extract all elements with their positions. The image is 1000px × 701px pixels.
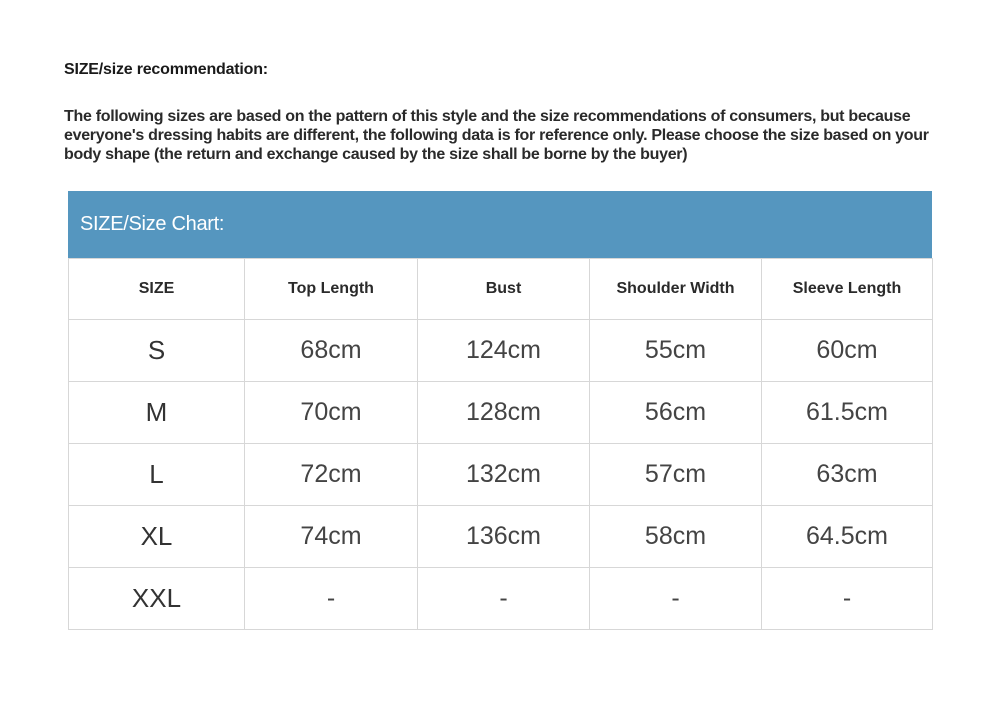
table-header-row (69, 259, 933, 320)
top-length-value: 70cm (245, 382, 418, 444)
table-row (69, 568, 933, 630)
header-top-length: Top Length (245, 259, 418, 320)
header-shoulder-width: Shoulder Width (590, 259, 762, 320)
header-size: SIZE (69, 259, 245, 320)
shoulder-width-value: - (590, 568, 762, 630)
sleeve-length-value: 60cm (762, 320, 933, 382)
page-heading: SIZE/size recommendation: (64, 61, 268, 78)
shoulder-width-value: 58cm (590, 506, 762, 568)
size-label: XL (69, 506, 245, 568)
top-length-value: 68cm (245, 320, 418, 382)
bust-value: 128cm (418, 382, 590, 444)
table-row (69, 320, 933, 382)
size-label: L (69, 444, 245, 506)
intro-paragraph: The following sizes are based on the pattern of this style and the size recommendations of consumers, but because everyone's dressing habits are different, the following data is for reference only. Please choose the size based on your body shape (the return and exchange caused by the size shall be borne by the buyer) (64, 108, 929, 163)
table-row (69, 444, 933, 506)
header-bust: Bust (418, 259, 590, 320)
shoulder-width-value: 56cm (590, 382, 762, 444)
shoulder-width-value: 55cm (590, 320, 762, 382)
size-table (68, 258, 933, 630)
top-length-value: 74cm (245, 506, 418, 568)
bust-value: 136cm (418, 506, 590, 568)
size-label: S (69, 320, 245, 382)
sleeve-length-value: 64.5cm (762, 506, 933, 568)
sleeve-length-value: 61.5cm (762, 382, 933, 444)
sleeve-length-value: - (762, 568, 933, 630)
size-label: M (69, 382, 245, 444)
size-label: XXL (69, 568, 245, 630)
bust-value: 132cm (418, 444, 590, 506)
table-row (69, 506, 933, 568)
bust-value: 124cm (418, 320, 590, 382)
top-length-value: 72cm (245, 444, 418, 506)
table-row (69, 382, 933, 444)
top-length-value: - (245, 568, 418, 630)
size-chart (68, 191, 932, 630)
shoulder-width-value: 57cm (590, 444, 762, 506)
size-chart-title: SIZE/Size Chart: (68, 191, 932, 258)
header-sleeve-length: Sleeve Length (762, 259, 933, 320)
sleeve-length-value: 63cm (762, 444, 933, 506)
bust-value: - (418, 568, 590, 630)
